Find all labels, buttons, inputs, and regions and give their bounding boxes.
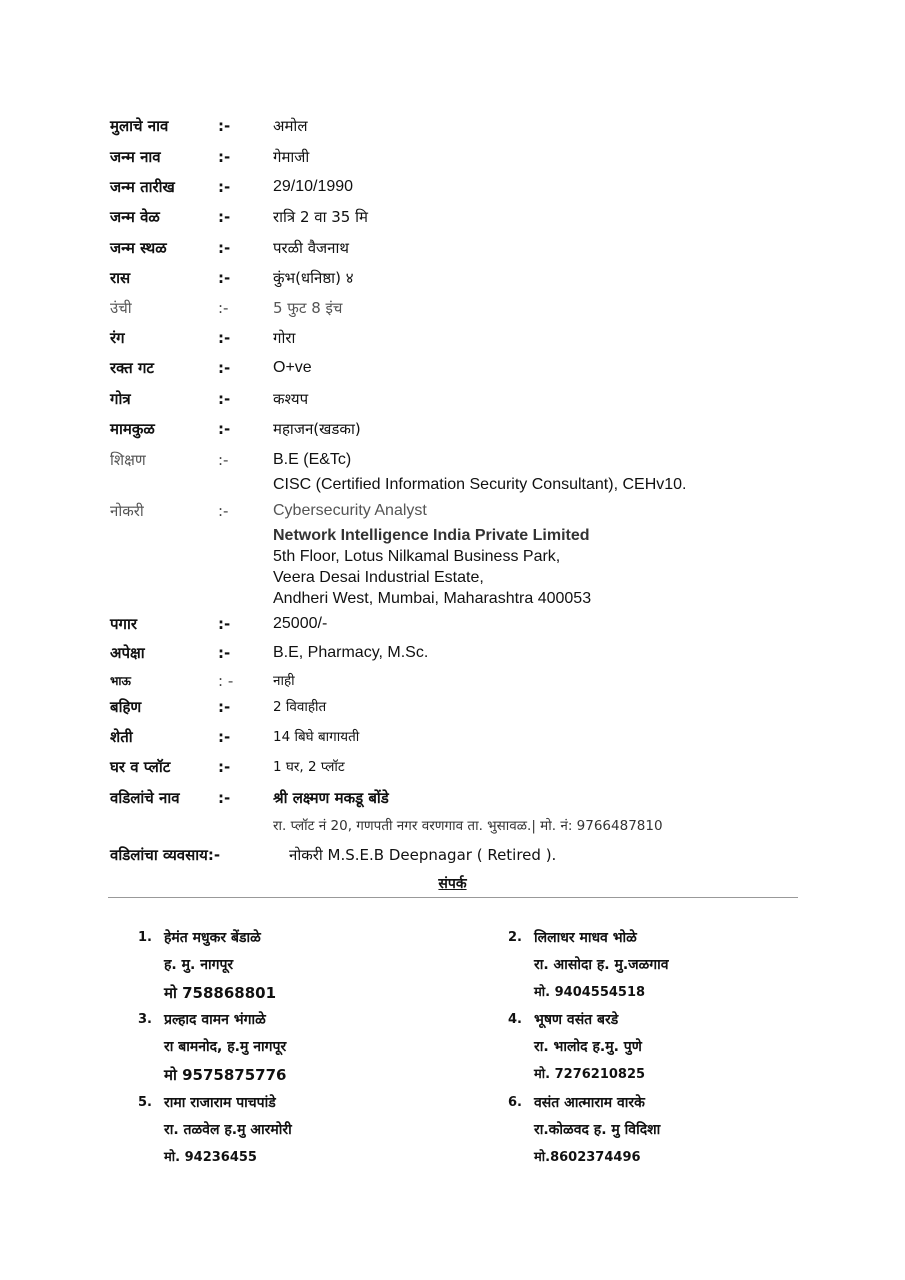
contact-name: भूषण वसंत बरडे xyxy=(534,1012,619,1028)
contact-number: 1. xyxy=(138,930,152,945)
detail-label: जन्म तारीख xyxy=(110,178,175,196)
detail-label: उंची xyxy=(110,299,132,317)
detail-label: जन्म वेळ xyxy=(110,208,160,226)
detail-value: 2 विवाहीत xyxy=(273,699,327,715)
detail-value: कुंभ(धनिष्ठा) ४ xyxy=(273,269,354,287)
contact-phone: मो. 9404554518 xyxy=(534,985,646,1000)
detail-separator: :- xyxy=(218,117,231,135)
detail-label: भाऊ xyxy=(110,674,131,688)
detail-row-boy-name xyxy=(0,116,905,140)
contact-name: रामा राजाराम पाचपांडे xyxy=(164,1095,276,1111)
divider xyxy=(108,897,798,898)
detail-value: B.E, Pharmacy, M.Sc. xyxy=(273,644,429,661)
detail-label: गोत्र xyxy=(110,390,131,408)
detail-label: पगार xyxy=(110,615,137,633)
detail-row-gotra xyxy=(0,389,905,413)
detail-separator: :- xyxy=(218,390,231,408)
detail-value: श्री लक्ष्मण मकडू बोंडे xyxy=(273,789,389,807)
detail-value: गेमाजी xyxy=(273,148,310,166)
detail-separator: :- xyxy=(218,329,231,347)
detail-row-house-plot xyxy=(0,757,905,781)
detail-value: नाही xyxy=(273,673,295,689)
contact-place: रा. भालोद ह.मु. पुणे xyxy=(534,1039,642,1055)
contact-number: 3. xyxy=(138,1012,152,1027)
detail-label: मामकुळ xyxy=(110,420,155,438)
detail-value: B.E (E&Tc) xyxy=(273,451,352,468)
detail-label: नोकरी xyxy=(110,502,144,520)
detail-label: रंग xyxy=(110,329,125,347)
employer-address-line3: Andheri West, Mumbai, Maharashtra 400053 xyxy=(273,590,592,607)
contact-phone: मो. 7276210825 xyxy=(534,1067,646,1082)
detail-row-salary xyxy=(0,614,905,638)
detail-separator: :- xyxy=(218,644,231,662)
detail-separator: :- xyxy=(218,420,231,438)
detail-value: अमोल xyxy=(273,117,308,135)
contact-phone: मो. 94236455 xyxy=(164,1150,257,1165)
detail-label: वडिलांचे नाव xyxy=(110,789,180,807)
detail-separator: :- xyxy=(218,451,229,469)
detail-row-brother xyxy=(0,671,905,695)
detail-value: 29/10/1990 xyxy=(273,178,354,195)
detail-separator: :- xyxy=(218,148,231,166)
detail-row-sister xyxy=(0,697,905,721)
detail-value: गोरा xyxy=(273,329,296,347)
detail-row-birth-name xyxy=(0,147,905,171)
detail-row-farming xyxy=(0,727,905,751)
detail-row-job xyxy=(0,501,905,525)
detail-row-expectation xyxy=(0,643,905,667)
detail-label: जन्म नाव xyxy=(110,148,161,166)
contact-name: वसंत आत्माराम वारके xyxy=(534,1095,645,1111)
detail-value: 5 फुट 8 इंच xyxy=(273,299,343,317)
detail-separator: :- xyxy=(218,698,231,716)
detail-row-father-name xyxy=(0,788,905,812)
detail-separator: :- xyxy=(218,758,231,776)
contact-heading: संपर्क xyxy=(438,876,467,892)
detail-value: 1 घर, 2 प्लॉट xyxy=(273,759,345,775)
detail-separator: :- xyxy=(218,615,231,633)
contact-phone: मो 758868801 xyxy=(164,984,277,1002)
contact-number: 2. xyxy=(508,930,522,945)
detail-separator: :- xyxy=(218,208,231,226)
contact-phone: मो.8602374496 xyxy=(534,1150,641,1165)
contact-place: रा. तळवेल ह.मु आरमोरी xyxy=(164,1122,292,1138)
detail-label: जन्म स्थळ xyxy=(110,239,167,257)
contact-number: 6. xyxy=(508,1095,522,1110)
contact-place: रा. आसोदा ह. मु.जळगाव xyxy=(534,957,669,973)
contact-phone: मो 9575875776 xyxy=(164,1066,287,1084)
detail-separator: : - xyxy=(218,672,234,690)
detail-value: 25000/- xyxy=(273,615,328,632)
detail-value: कश्यप xyxy=(273,390,309,408)
detail-label: घर व प्लॉट xyxy=(110,758,171,776)
detail-value: 14 बिघे बागायती xyxy=(273,729,360,745)
detail-row-height xyxy=(0,298,905,322)
detail-label: बहिण xyxy=(110,698,142,716)
detail-separator: :- xyxy=(218,789,231,807)
detail-label: रास xyxy=(110,269,131,287)
detail-row-rashi xyxy=(0,268,905,292)
detail-separator: :- xyxy=(218,269,231,287)
detail-label: शिक्षण xyxy=(110,451,146,469)
detail-separator: :- xyxy=(218,299,229,317)
detail-separator: :- xyxy=(218,178,231,196)
detail-label: शेती xyxy=(110,728,133,746)
father-occupation-label: वडिलांचा व्यवसाय:- xyxy=(110,846,221,864)
employer-address-line2: Veera Desai Industrial Estate, xyxy=(273,569,484,586)
detail-value: O+ve xyxy=(273,359,312,376)
education-continuation: CISC (Certified Information Security Consultant), CEHv10. xyxy=(273,476,687,493)
contact-place: ह. मु. नागपूर xyxy=(164,957,234,973)
detail-row-education xyxy=(0,450,905,474)
detail-row-maternal-clan xyxy=(0,419,905,443)
employer-name: Network Intelligence India Private Limited xyxy=(273,527,590,544)
detail-separator: :- xyxy=(218,728,231,746)
contact-place: रा बामनोद, ह.मु नागपूर xyxy=(164,1039,287,1055)
contact-number: 5. xyxy=(138,1095,152,1110)
contact-place: रा.कोळवद ह. मु विदिशा xyxy=(534,1122,661,1138)
detail-value: परळी वैजनाथ xyxy=(273,239,349,257)
detail-label: अपेक्षा xyxy=(110,644,145,662)
father-address: रा. प्लॉट नं 20, गणपती नगर वरणगाव ता. भुसावळ.| मो. नं: 9766487810 xyxy=(273,818,663,834)
detail-row-complexion xyxy=(0,328,905,352)
detail-value: Cybersecurity Analyst xyxy=(273,502,427,519)
detail-separator: :- xyxy=(218,502,229,520)
detail-label: रक्त गट xyxy=(110,359,154,377)
detail-separator: :- xyxy=(218,239,231,257)
contact-number: 4. xyxy=(508,1012,522,1027)
employer-address-line1: 5th Floor, Lotus Nilkamal Business Park, xyxy=(273,548,561,565)
detail-row-birth-time xyxy=(0,207,905,231)
detail-row-birth-place xyxy=(0,238,905,262)
detail-row-blood-group xyxy=(0,358,905,382)
father-occupation-value: नोकरी M.S.E.B Deepnagar ( Retired ). xyxy=(289,846,557,864)
contact-name: लिलाधर माधव भोळे xyxy=(534,930,637,946)
detail-value: रात्रि 2 वा 35 मि xyxy=(273,208,368,226)
detail-value: महाजन(खडका) xyxy=(273,420,361,438)
detail-label: मुलाचे नाव xyxy=(110,117,169,135)
contact-name: हेमंत मधुकर बेंडाळे xyxy=(164,930,261,946)
detail-row-birth-date xyxy=(0,177,905,201)
contact-name: प्रल्हाद वामन भंगाळे xyxy=(164,1012,266,1028)
detail-separator: :- xyxy=(218,359,231,377)
